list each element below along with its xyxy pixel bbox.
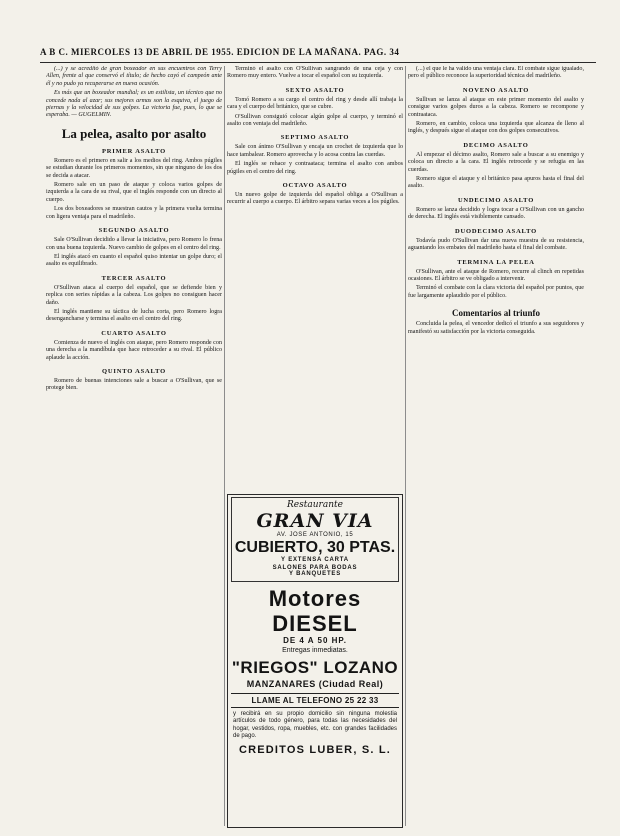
restaurant-banquets: Y BANQUETES [288,571,342,577]
brand-city: MANZANARES (Ciudad Real) [246,679,384,689]
round-heading: TERMINA LA PELEA [457,258,535,266]
motores-delivery: Entregas inmediatas. [282,647,348,654]
paragraph: Los dos boxeadores se muestran cautos y la primera vuelta termina con ligera ventaja para el madrileño. [46,206,222,220]
section-title: Comentarios al triunfo [452,308,540,319]
motores-headline: Motores DIESEL [268,586,362,636]
paragraph: Sale O'Sullivan decidido a llevar la iniciativa, pero Romero lo frena con una buena izquierda. Nuevo cambio de golpes en el centro del ring. [46,237,222,251]
paragraph: Romero es el primero en salir a los medios del ring. Ambos púgiles se estudian durante los primeros momentos, sin que ninguno de los dos se decida a atacar. [46,157,222,179]
paragraph: Un nuevo golpe de izquierda del español obliga a O'Sullivan a recurrir al cuerpo a cuerpo. El árbitro separa varias veces a los púgiles. [227,192,403,206]
intro-paragraph: (...) y se acreditó de gran boxeador en sus encuentros con Terry Allen, frente al que conservó el título; de hecho cayó el campeón ante él y no pudo ya recuperarse en nueva ocasión. [46,66,222,87]
paragraph: Romero de buenas intenciones sale a buscar a O'Sullivan, que se protege bien. [46,377,222,392]
round-heading: UNDECIMO ASALTO [457,196,535,204]
motores-hp: DE 4 A 50 HP. [283,636,347,645]
restaurant-label: Restaurante [287,500,343,510]
paragraph: Sale con ánimo O'Sullivan y encaja un crochet de izquierda que lo hace tambalear. Romero aprovecha y lo acosa contra las cuerdas. [227,144,403,158]
paragraph: El inglés mantiene su táctica de lucha corta, pero Romero logra desengancharse y termina el asalto en el centro del ring. [46,308,222,323]
paragraph: El inglés atacó en cuanto el español quiso intentar un golpe duro; el asalto es equilibrado. [46,253,222,268]
paragraph: Sullivan se lanza al ataque en este primer momento del asalto y consigue varios golpes duros a la cabeza. Romero se recompone y contraataca. [408,96,584,118]
paragraph: Romero, en cambio, coloca una izquierda que alcanza de lleno al inglés, y después sigue el ataque con dos golpes consecutivos. [408,121,584,135]
column-1 [46,66,222,826]
restaurant-address: AV. JOSE ANTONIO, 15 [276,532,354,538]
round-heading: TERCER ASALTO [101,274,167,282]
paragraph: Todavía pudo O'Sullivan dar una nueva muestra de su resistencia, aguantando los embates del madrileño hasta el final del combate. [408,237,584,252]
round-heading: DECIMO ASALTO [463,141,529,149]
column-divider [224,66,225,826]
company-name: CREDITOS LUBER, S. L. [238,743,392,756]
paragraph: Concluida la pelea, el vencedor dedicó el triunfo a sus seguidores y manifestó su satisfacción por la victoria conseguida. [408,321,584,335]
paragraph: Al empezar el décimo asalto, Romero sale a buscar a su enemigo y coloca un directo a la cara. El inglés retrocede y se refugia en las cuerdas. [408,151,584,173]
round-heading: OCTAVO ASALTO [282,182,348,190]
paragraph: O'Sullivan consiguió colocar algún golpe al cuerpo, y terminó el asalto con ventaja del madrileño. [227,113,403,128]
round-heading: DUODECIMO ASALTO [455,227,537,235]
restaurant-price: CUBIERTO, 30 PTAS. [234,539,396,556]
advertisement [227,494,403,828]
paragraph: El inglés se rehace y contraataca; termina el asalto con ambos púgiles en el centro del ring. [227,161,403,175]
header-rule [40,62,596,63]
paragraph: Terminó el combate con la clara victoria del español por puntos, que fue largamente aplaudido por el público. [408,285,584,299]
paragraph: Romero sale en un paso de ataque y coloca varios golpes de izquierda a la cara de su rival, que el inglés responde con un directo al cuerpo. [46,182,222,203]
paragraph: O'Sullivan ataca al cuerpo del español, que se defiende bien y replica con series rápidas a la cabeza. Los golpes no consiguen hacer daño. [46,284,222,306]
column-3 [408,66,584,826]
paragraph: Romero se lanza decidido y logra tocar a O'Sullivan con un gancho de derecha. El inglés está visiblemente cansado. [408,206,584,221]
round-heading: SEGUNDO ASALTO [98,227,170,235]
telephone-banner: LLAME AL TELEFONO 25 22 33 [231,693,399,708]
round-heading: SEXTO ASALTO [285,86,345,94]
column-2 [227,66,403,490]
round-heading: SEPTIMO ASALTO [280,134,350,142]
paragraph: Comienza de nuevo el inglés con ataque, pero Romero responde con una derecha a la mandíbula que hace retroceder a su rival. El público aplaude la acción. [46,339,222,361]
paragraph: Terminó el asalto con O'Sullivan sangrando de una ceja y con Romero muy entero. Vuelve a tocar el español con su izquierda. [227,66,403,80]
paragraph: (...) el que le ha valido una ventaja clara. El combate sigue igualado, pero el público reconoce la superioridad técnica del madrileño. [408,66,584,80]
column-divider [405,66,406,826]
round-heading: CUARTO ASALTO [101,329,167,337]
restaurant-salons: SALONES PARA BODAS [272,565,358,571]
brand-name: "RIEGOS" LOZANO [231,658,399,677]
restaurant-ad [231,497,399,582]
article-title: La pelea, asalto por asalto [61,125,207,141]
intro-paragraph: Es más que un boxeador mundial; es un estilista, un técnico que no concede nada al azar; sus mejores armas son la esquiva, el juego de piernas y la velocidad de sus golpes. La victoria fue, pues, lo que se esperaba. — GUGELMIN. [46,90,222,119]
round-heading: NOVENO ASALTO [462,86,530,94]
paragraph: Tomó Romero a su cargo el centro del ring y desde allí trabaja la cara y el cuerpo del británico, que se cubre. [227,96,403,111]
restaurant-name: GRAN VIA [256,510,374,532]
credit-ad-text: y recibirá en su propio domicilio sin ninguna molestia artículos de todo género, para todas las necesidades del hogar, vestidos, ropa, muebles, etc. con grandes facilidades de pago. [233,711,397,740]
paragraph: O'Sullivan, ante el ataque de Romero, recurre al clinch en repetidas ocasiones. El árbitro se ve obligado a intervenir. [408,268,584,282]
round-heading: QUINTO ASALTO [102,367,166,375]
paragraph: Romero sigue el ataque y el británico pasa apuros hasta el final del asalto. [408,176,584,190]
page-header: A B C. MIERCOLES 13 DE ABRIL DE 1955. EDICION DE LA MAÑANA. PAG. 34 [40,47,400,57]
round-heading: PRIMER ASALTO [101,147,167,155]
restaurant-menu: Y EXTENSA CARTA [281,557,349,563]
